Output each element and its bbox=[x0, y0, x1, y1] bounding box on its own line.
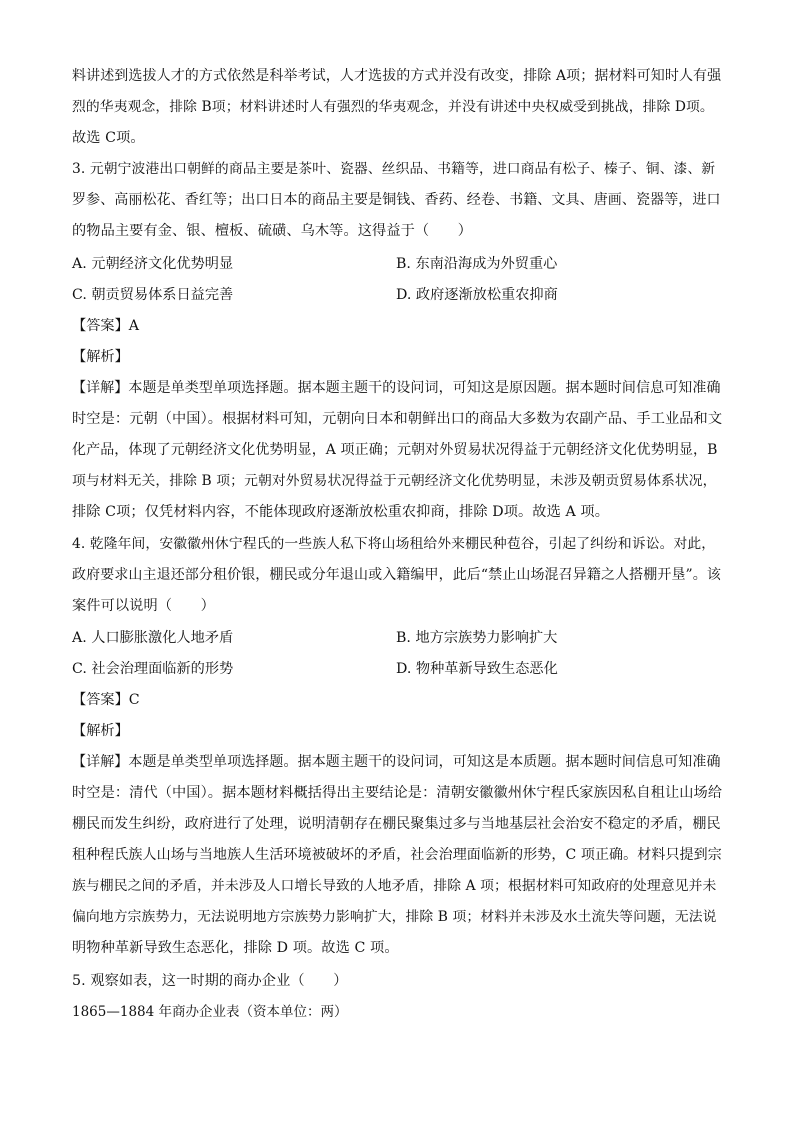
q3-stem-line-3: 的物品主要有金、银、檀板、硫磺、乌木等。这得益于（ ） bbox=[72, 223, 473, 239]
q3-option-d: D. 政府逐渐放松重农抑商 bbox=[396, 287, 558, 303]
q4-answer: 【答案】C bbox=[72, 692, 140, 708]
q4-option-d: D. 物种革新导致生态恶化 bbox=[396, 661, 558, 677]
q4-option-a: A. 人口膨胀激化人地矛盾 bbox=[72, 630, 234, 646]
q3-detail-line-2: 时空是：元朝（中国）。根据材料可知，元朝向日本和朝鲜出口的商品大多数为农副产品、手工业品和文 bbox=[72, 411, 723, 427]
q3-detail-line-3: 化产品，体现了元朝经济文化优势明显，A 项正确；元朝对外贸易状况得益于元朝经济文化优势明显，B bbox=[72, 442, 718, 458]
q3-detail-line-1: 【详解】本题是单类型单项选择题。据本题主题干的设问词，可知这是原因题。据本题时间信息可知准确 bbox=[72, 380, 721, 396]
prev-explanation-line-2: 烈的华夷观念，排除 B项；材料讲述时人有强烈的华夷观念，并没有讲述中央权威受到挑战，排除 D项。 bbox=[72, 99, 714, 115]
q4-option-c: C. 社会治理面临新的形势 bbox=[72, 661, 234, 677]
q4-detail-line-7: 明物种革新导致生态恶化，排除 D 项。故选 C 项。 bbox=[72, 940, 399, 956]
q4-detail-line-4: 租种程氏族人山场与当地族人生活环境被破坏的矛盾，社会治理面临新的形势，C 项正确。材料只提到宗 bbox=[72, 847, 722, 863]
q5-stem: 5. 观察如表，这一时期的商办企业（ ） bbox=[72, 973, 348, 989]
q3-answer: 【答案】A bbox=[72, 318, 139, 334]
q4-detail-line-2: 时空是：清代（中国）。据本题材料概括得出主要结论是：清朝安徽徽州休宁程氏家族因私自租让山场给 bbox=[72, 785, 723, 801]
q3-stem-line-1: 3. 元朝宁波港出口朝鲜的商品主要是茶叶、瓷器、丝织品、书籍等，进口商品有松子、榛子、铜、漆、新 bbox=[72, 161, 716, 177]
q4-detail-line-3: 棚民而发生纠纷，政府进行了处理，说明清朝存在棚民聚集过多与当地基层社会治安不稳定的矛盾，棚民 bbox=[72, 816, 721, 832]
q5-table-caption: 1865—1884 年商办企业表（资本单位：两） bbox=[72, 1004, 348, 1020]
q4-detail-line-5: 族与棚民之间的矛盾，并未涉及人口增长导致的人地矛盾，排除 A 项；根据材料可知政府的处理意见并未 bbox=[72, 878, 717, 894]
q4-analysis-label: 【解析】 bbox=[72, 723, 129, 739]
q4-stem-line-2: 政府要求山主退还部分租价银，棚民或分年退山或入籍编甲，此后“禁止山场混召异籍之人搭棚开垦”。该 bbox=[72, 567, 722, 583]
q4-detail-line-1: 【详解】本题是单类型单项选择题。据本题主题干的设问词，可知这是本质题。据本题时间信息可知准确 bbox=[72, 754, 721, 770]
q3-analysis-label: 【解析】 bbox=[72, 349, 129, 365]
q3-option-b: B. 东南沿海成为外贸重心 bbox=[396, 256, 558, 272]
q4-detail-line-6: 偏向地方宗族势力，无法说明地方宗族势力影响扩大，排除 B 项；材料并未涉及水土流失等问题，无法说 bbox=[72, 909, 717, 925]
q4-option-b: B. 地方宗族势力影响扩大 bbox=[396, 630, 558, 646]
q4-stem-line-3: 案件可以说明（ ） bbox=[72, 598, 215, 614]
q3-detail-line-5: 排除 C项；仅凭材料内容，不能体现政府逐渐放松重农抑商，排除 D项。故选 A 项。 bbox=[72, 504, 609, 520]
q3-option-c: C. 朝贡贸易体系日益完善 bbox=[72, 287, 234, 303]
q3-detail-line-4: 项与材料无关，排除 B 项；元朝对外贸易状况得益于元朝经济文化优势明显，未涉及朝贡贸易体系状况， bbox=[72, 473, 717, 489]
q3-option-a: A. 元朝经济文化优势明显 bbox=[72, 256, 234, 272]
prev-explanation-line-3: 故选 C项。 bbox=[72, 130, 145, 146]
q3-stem-line-2: 罗参、高丽松花、香红等；出口日本的商品主要是铜钱、香药、经卷、书籍、文具、唐画、瓷器等，进口 bbox=[72, 192, 721, 208]
q4-stem-line-1: 4. 乾隆年间，安徽徽州休宁程氏的一些族人私下将山场租给外来棚民种苞谷，引起了纠纷和诉讼。对此， bbox=[72, 536, 716, 552]
prev-explanation-line-1: 料讲述到选拔人才的方式依然是科举考试，人才选拔的方式并没有改变，排除 A项；据材料可知时人有强 bbox=[72, 68, 722, 84]
